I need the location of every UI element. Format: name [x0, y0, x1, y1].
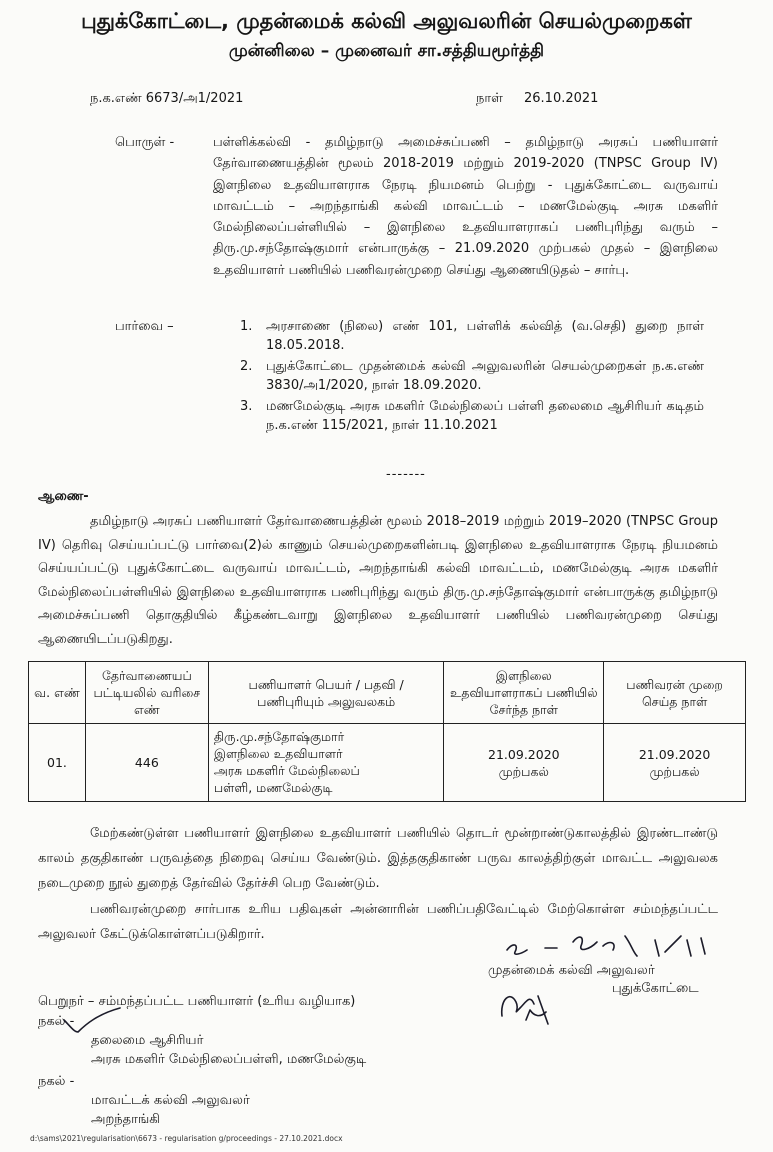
separator-line: ------- [386, 467, 426, 482]
cell-serial-number: 01. [29, 724, 86, 802]
employee-table [28, 661, 746, 802]
order-text: தமிழ்நாடு அரசுப் பணியாளர் தேர்வாணையத்தின் மூலம் 2018–2019 மற்றும் 2019–2020 (TNPSC Group IV) தெரிவு செய்யப்பட்டு பார்வை(2)ல் காணும் செயல்முறைகளின்படி இளநிலை உதவியாளராக நேரடி நியமனம் செய்யப்பட்டு புதுக்கோட்டை வருவாய் மாவட்டம், அறந்தாங்கி கல்வி மாவட்டம், மணமேல்குடி அரசு மகளிர் மேல்நிலைப்பள்ளியில் இளநிலை உதவியாளராக பணிபுரிந்து வரும் திரு.மு.சந்தோஷ்குமார் என்பாருக்கு தமிழ்நாடு அமைச்சுப்பணி தொகுதியில் கீழ்கண்டவாறு இளநிலை உதவியாளர் பணியில் பணிவரன்முறை செய்து ஆணையிடப்படுகிறது. [38, 514, 718, 647]
date-value: 26.10.2021 [524, 91, 599, 106]
reference-number-3: 3. [240, 399, 253, 414]
reference-number-1: 1. [240, 319, 253, 334]
header-serial-number: வ. எண் [29, 662, 86, 724]
joining-session: முற்பகல் [498, 763, 549, 779]
date-label: நாள் [476, 91, 503, 106]
probation-paragraph: மேற்கண்டுள்ள பணியாளர் இளநிலை உதவியாளர் பணியில் தொடர் மூன்றாண்டுகாலத்தில் இரண்டாண்டு காலம் தகுதிகாண் பருவத்தை நிறைவு செய்ய வேண்டும். இத்தகுதிகாண் பருவ காலத்திற்குள் மாவட்ட அலுவலக நடைமுறை நூல் துறைத் தேர்வில் தேர்ச்சி பெற வேண்டும். [38, 826, 718, 891]
regularisation-date: 21.09.2020 [638, 746, 711, 762]
document-subtitle: முன்னிலை – முனைவர் சா.சத்தியமூர்த்தி [228, 41, 545, 61]
employee-office-line-2: பள்ளி, மணமேல்குடி [213, 780, 333, 795]
table-header-row [29, 662, 746, 724]
copy-label-2: நகல் - [38, 1074, 75, 1089]
copy-label-1: நகல் - [38, 1014, 75, 1029]
reference-text-2: புதுக்கோட்டை முதன்மைக் கல்வி அலுவலரின் செயல்முறைகள் ந.க.எண் 3830/அ1/2020, நாள் 18.09.2020. [266, 359, 704, 393]
handwritten-signature [505, 928, 735, 962]
copy-recipient-2-line-1: மாவட்டக் கல்வி அலுவலர் [91, 1093, 250, 1108]
header-regularisation-date: பணிவரன் முறை செய்த நாள் [604, 662, 746, 724]
document-title: புதுக்கோட்டை, முதன்மைக் கல்வி அலுவலரின் செயல்முறைகள் [81, 9, 692, 33]
signature-place: புதுக்கோட்டை [612, 981, 699, 996]
cell-joining-date [444, 724, 604, 802]
joining-date: 21.09.2020 [488, 746, 560, 762]
header-employee-details: பணியாளர் பெயர் / பதவி / பணிபுரியும் அலுவலகம் [208, 662, 444, 724]
subject-text: பள்ளிக்கல்வி - தமிழ்நாடு அமைச்சுப்பணி – தமிழ்நாடு அரசுப் பணியாளர் தேர்வாணையத்தின் மூலம் 2018-2019 மற்றும் 2019-2020 (TNPSC Group IV) இளநிலை உதவியாளராக நேரடி நியமனம் பெற்று - புதுக்கோட்டை வருவாய் மாவட்டம் – அறந்தாங்கி கல்வி மாவட்டம் – மணமேல்குடி அரசு மகளிர் மேல்நிலைப்பள்ளியில் – இளநிலை உதவியாளராகப் பணிபுரிந்து வரும் – திரு.மு.சந்தோஷ்குமார் என்பாருக்கு – 21.09.2020 முற்பகல் முதல் – இளநிலை உதவியாளர் பணியில் பணிவரன்முறை செய்து ஆணையிடுதல் – சார்பு. [213, 135, 718, 278]
service-register-paragraph: பணிவரன்முறை சார்பாக உரிய பதிவுகள் அன்னாரின் பணிப்பதிவேட்டில் மேற்கொள்ள சம்மந்தப்பட்ட அலுவலர் கேட்டுக்கொள்ளப்படுகிறார். [38, 902, 718, 942]
header-rank-number: தேர்வாணையப் பட்டியலில் வரிசை எண் [85, 662, 208, 724]
regularisation-session: முற்பகல் [649, 763, 700, 779]
subject-label: பொருள் - [115, 135, 175, 150]
signature-designation: முதன்மைக் கல்வி அலுவலர் [488, 963, 655, 978]
reference-number: ந.க.எண் 6673/அ1/2021 [90, 91, 244, 106]
employee-office-line-1: அரசு மகளிர் மேல்நிலைப் [213, 763, 360, 778]
copy-recipient-1-line-1: தலைமை ஆசிரியர் [91, 1033, 204, 1048]
copy-recipient-1-line-2: அரசு மகளிர் மேல்நிலைப்பள்ளி, மணமேல்குடி [91, 1052, 367, 1067]
cell-employee-details [208, 724, 444, 802]
reference-text-3: மணமேல்குடி அரசு மகளிர் மேல்நிலைப் பள்ளி தலைமை ஆசிரியர் கடிதம் ந.க.எண் 115/2021, நாள் 11.10.2021 [266, 399, 704, 433]
copy-recipient-2-line-2: அறந்தாங்கி [91, 1112, 160, 1127]
cell-rank-number: 446 [85, 724, 208, 802]
references-label: பார்வை – [115, 319, 174, 334]
reference-number-2: 2. [240, 359, 253, 374]
employee-designation: இளநிலை உதவியாளர் [213, 746, 343, 761]
table-row [29, 724, 746, 802]
cell-regularisation-date [604, 724, 746, 802]
recipient-line: பெறுநர் – சம்மந்தப்பட்ட பணியாளர் (உரிய வழியாக) [38, 994, 356, 1009]
initials-mark [496, 980, 560, 1028]
order-label: ஆணை- [38, 489, 89, 504]
file-path-footer: d:\sams\2021\regularisation\6673 - regularisation g/proceedings - 27.10.2021.docx [30, 1134, 343, 1143]
reference-text-1: அரசாணை (நிலை) எண் 101, பள்ளிக் கல்வித் (வ.செதி) துறை நாள் 18.05.2018. [266, 319, 704, 353]
employee-name: திரு.மு.சந்தோஷ்குமார் [213, 729, 345, 744]
header-joining-date: இளநிலை உதவியாளராகப் பணியில் சேர்ந்த நாள் [444, 662, 604, 724]
